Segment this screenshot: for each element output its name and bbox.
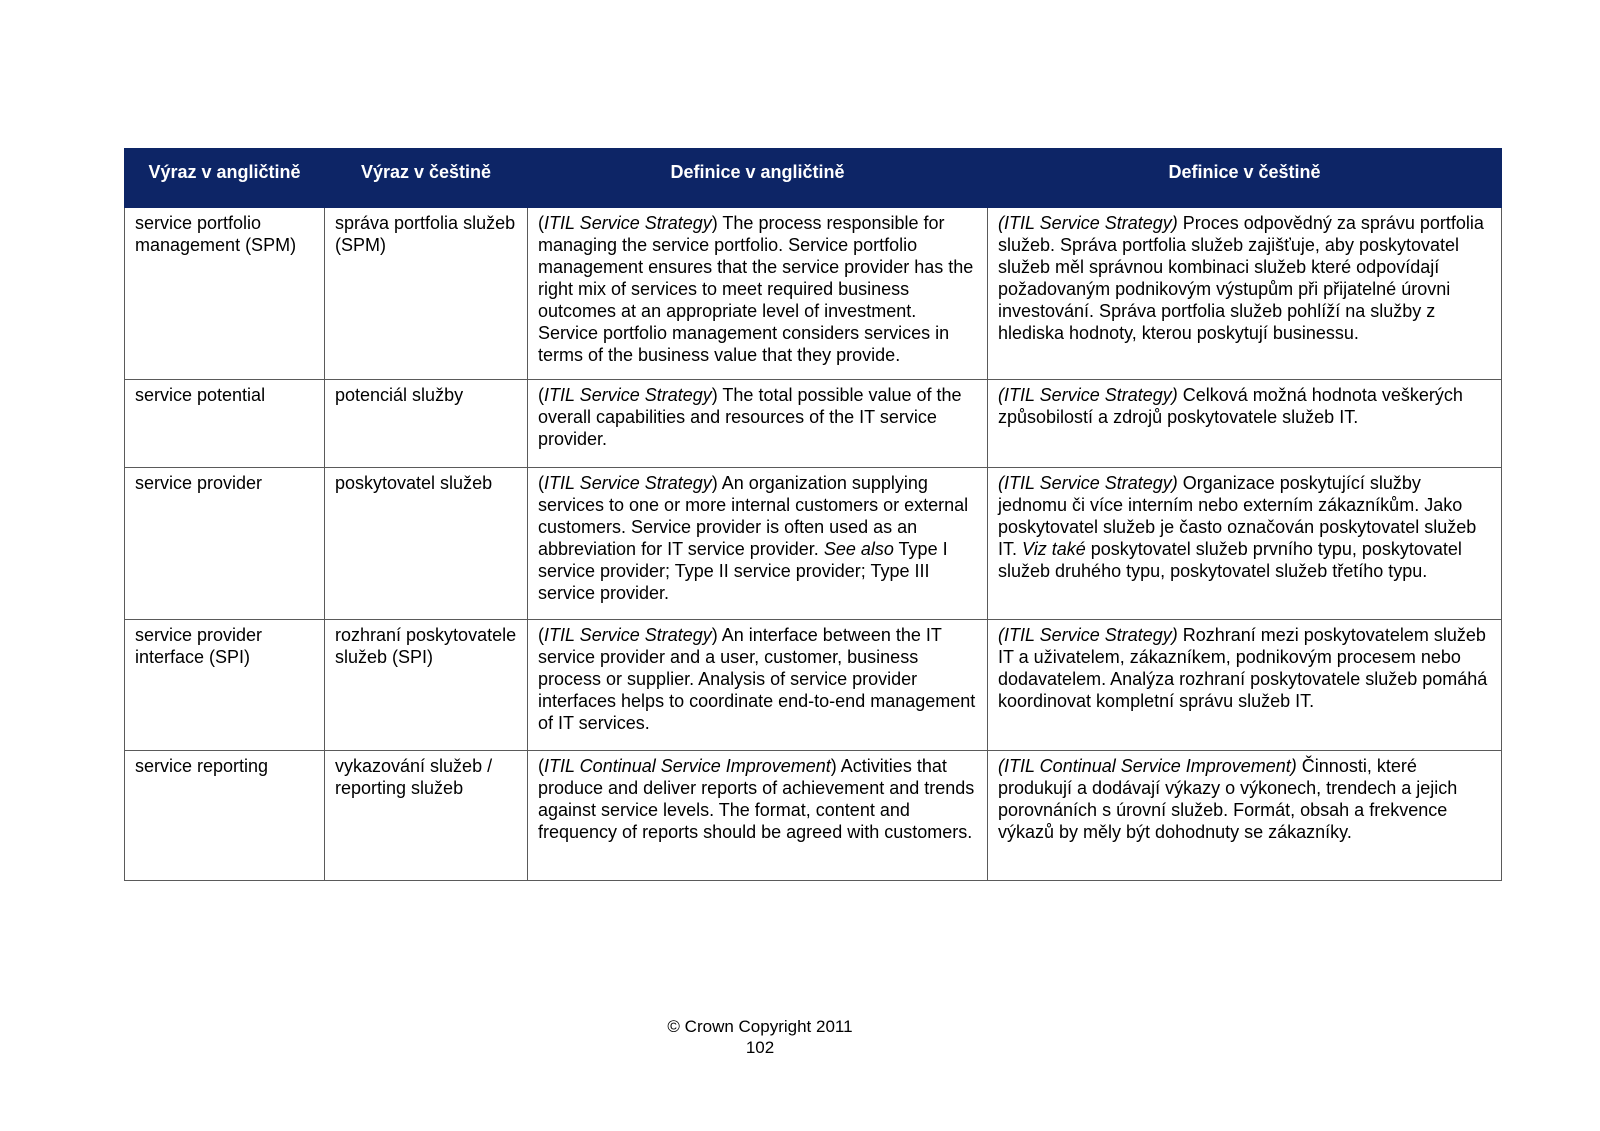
- text-segment: ) An interface between the IT service provider and a user, customer, business process or supplier. Analysis of service provider interfaces helps to coordinate end-to-end management of IT services.: [538, 625, 976, 733]
- table-row: [125, 380, 1502, 468]
- text-segment: (: [538, 756, 544, 776]
- header-english-definition: Definice v angličtině: [528, 149, 988, 208]
- italic-text-segment: See also: [823, 539, 894, 559]
- czech-definition-cell: [988, 751, 1502, 881]
- english-term-cell: service reporting: [125, 751, 325, 881]
- table-row: [125, 620, 1502, 751]
- italic-text-segment: (ITIL Service Strategy): [998, 213, 1178, 233]
- italic-text-segment: (ITIL Service Strategy): [998, 385, 1178, 405]
- czech-definition-cell: [988, 620, 1502, 751]
- italic-text-segment: ITIL Service Strategy: [544, 213, 712, 233]
- english-term-cell: service provider: [125, 468, 325, 620]
- czech-term-cell: potenciál služby: [325, 380, 528, 468]
- text-segment: ) Activities that produce and deliver reports of achievement and trends against service levels. The format, content and frequency of reports should be agreed with customers.: [538, 756, 975, 842]
- italic-text-segment: (ITIL Continual Service Improvement): [998, 756, 1297, 776]
- text-segment: ) An organization supplying services to one or more internal customers or external customers. Service provider is often used as an abbreviation for IT service provider.: [538, 473, 969, 559]
- text-segment: (: [538, 473, 544, 493]
- english-definition-cell: [528, 208, 988, 380]
- english-term-cell: service provider interface (SPI): [125, 620, 325, 751]
- text-segment: (: [538, 625, 544, 645]
- czech-definition-cell: [988, 208, 1502, 380]
- header-czech-term: Výraz v češtině: [325, 149, 528, 208]
- english-definition-cell: [528, 620, 988, 751]
- table-header-row: [125, 149, 1502, 208]
- italic-text-segment: ITIL Service Strategy: [544, 385, 712, 405]
- copyright-notice: © Crown Copyright 2011: [667, 1017, 853, 1036]
- italic-text-segment: (ITIL Service Strategy): [998, 473, 1178, 493]
- italic-text-segment: ITIL Continual Service Improvement: [544, 756, 831, 776]
- english-definition-cell: [528, 468, 988, 620]
- table-body: [125, 208, 1502, 881]
- header-czech-definition: Definice v češtině: [988, 149, 1502, 208]
- czech-definition-cell: [988, 468, 1502, 620]
- english-definition-cell: [528, 380, 988, 468]
- czech-term-cell: vykazování služeb / reporting služeb: [325, 751, 528, 881]
- text-segment: Type I service provider; Type II service provider; Type III service provider.: [538, 539, 948, 603]
- text-segment: Činnosti, které produkují a dodávají výkazy o výkonech, trendech a jejich porovnáních s úrovní služeb. Formát, obsah a frekvence výkazů by měly být dohodnuty se zákazníky.: [998, 756, 1458, 842]
- table-row: [125, 751, 1502, 881]
- text-segment: (: [538, 385, 544, 405]
- table-row: [125, 468, 1502, 620]
- text-segment: (: [538, 213, 544, 233]
- czech-definition-cell: [988, 380, 1502, 468]
- page-number: 102: [745, 1038, 775, 1057]
- english-term-cell: service potential: [125, 380, 325, 468]
- text-segment: Proces odpovědný za správu portfolia služeb. Správa portfolia služeb zajišťuje, aby poskytovatel služeb měl správnou kombinaci služeb které odpovídají požadovaným podnikovým výstupům při přijatelné úrovni investování. Správa portfolia služeb pohlíží na služby z hlediska hodnoty, kterou poskytují businessu.: [998, 213, 1484, 343]
- italic-text-segment: ITIL Service Strategy: [544, 473, 712, 493]
- czech-term-cell: správa portfolia služeb (SPM): [325, 208, 528, 380]
- text-segment: ) The process responsible for managing the service portfolio. Service portfolio management ensures that the service provider has the right mix of services to meet required business outcomes at an appropriate level of investment. Service portfolio management considers services in terms of the business value that they provide.: [538, 213, 974, 365]
- text-segment: Celková možná hodnota veškerých způsobilostí a zdrojů poskytovatele služeb IT.: [998, 385, 1463, 427]
- czech-term-cell: poskytovatel služeb: [325, 468, 528, 620]
- text-segment: ) The total possible value of the overall capabilities and resources of the IT service provider.: [538, 385, 962, 449]
- glossary-table: [124, 148, 1502, 881]
- table-row: [125, 208, 1502, 380]
- english-term-cell: service portfolio management (SPM): [125, 208, 325, 380]
- text-segment: Rozhraní mezi poskytovatelem služeb IT a uživatelem, zákazníkem, podnikovým procesem nebo dodavatelem. Analýza rozhraní poskytovatele služeb pomáhá koordinovat kompletní správu služeb IT.: [998, 625, 1488, 711]
- text-segment: Organizace poskytující služby jednomu či více interním nebo externím zákazníkům. Jako poskytovatel služeb je často označován poskytovatel služeb IT.: [998, 473, 1477, 559]
- italic-text-segment: ITIL Service Strategy: [544, 625, 712, 645]
- text-segment: poskytovatel služeb prvního typu, poskytovatel služeb druhého typu, poskytovatel služeb třetího typu.: [998, 539, 1462, 581]
- header-english-term: Výraz v angličtině: [125, 149, 325, 208]
- italic-text-segment: Viz také: [1022, 539, 1086, 559]
- english-definition-cell: [528, 751, 988, 881]
- czech-term-cell: rozhraní poskytovatele služeb (SPI): [325, 620, 528, 751]
- page-footer: [0, 1016, 1520, 1058]
- italic-text-segment: (ITIL Service Strategy): [998, 625, 1178, 645]
